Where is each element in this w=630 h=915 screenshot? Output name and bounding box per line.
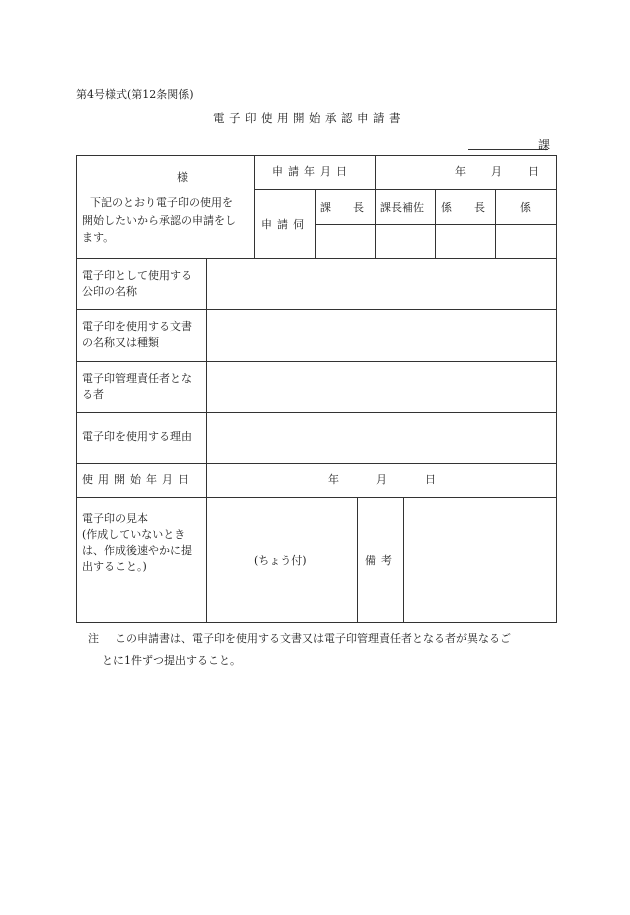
- start-date-label: 使用開始年月日: [82, 473, 194, 486]
- addressee-label: 様: [177, 171, 188, 184]
- start-date-day: 日: [425, 473, 436, 486]
- row-seal-name-label-2: 公印の名称: [82, 285, 137, 298]
- header-vline-1: [315, 189, 316, 259]
- sample-label-3: は、作成後速やかに提: [82, 544, 192, 557]
- row-line-4: [76, 412, 557, 413]
- header-vline-2: [375, 155, 376, 259]
- intro-line-1: 下記のとおり電子印の使用を: [90, 196, 233, 209]
- footnote: [88, 628, 558, 672]
- approver-deputy-chief: 課長補佐: [380, 201, 424, 214]
- form-number: 第4号様式(第12条関係): [76, 88, 194, 101]
- row-line-3: [76, 361, 557, 362]
- row-seal-name-label-1: 電子印として使用する: [82, 269, 192, 282]
- row-document-label-1: 電子印を使用する文書: [82, 320, 192, 333]
- row-reason-label: 電子印を使用する理由: [82, 430, 192, 443]
- row-document-label-2: の名称又は種類: [82, 336, 159, 349]
- sample-label-1: 電子印の見本: [82, 512, 148, 525]
- application-date-month: 月: [491, 165, 502, 178]
- form-title: 電子印使用開始承認申請書: [213, 111, 405, 125]
- application-date-label: 申請年月日: [272, 165, 352, 178]
- footnote-line-1: この申請書は、電子印を使用する文書又は電子印管理責任者となる者が異なるご: [115, 632, 511, 645]
- intro-line-3: ます。: [82, 231, 115, 244]
- header-line-2: [315, 224, 557, 225]
- department-suffix: 課: [538, 138, 551, 152]
- table-left-border: [76, 155, 77, 623]
- remarks-label: 備考: [365, 554, 397, 567]
- intro-line-2: 開始したいから承認の申請をし: [82, 214, 236, 227]
- label-column-divider: [206, 258, 207, 623]
- header-line-1: [254, 189, 557, 190]
- start-date-month: 月: [376, 473, 387, 486]
- approver-section-chief: 課 長: [320, 201, 364, 214]
- sample-label-4: 出すること。): [82, 560, 147, 573]
- row-manager-label-1: 電子印管理責任者とな: [82, 372, 192, 385]
- table-bottom-border: [76, 622, 557, 623]
- remarks-vline-2: [403, 497, 404, 623]
- inquiry-label: 申請伺: [261, 218, 309, 231]
- header-vline-left: [254, 155, 255, 259]
- sample-label-2: (作成していないとき: [82, 528, 186, 541]
- row-manager-label-2: る者: [82, 388, 104, 401]
- header-vline-3: [435, 189, 436, 259]
- approver-staff: 係: [520, 201, 531, 214]
- row-line-1: [76, 258, 557, 259]
- footnote-line-2: とに1件ずつ提出すること。: [102, 654, 241, 667]
- approver-subsection-chief: 係 長: [441, 201, 485, 214]
- row-line-2: [76, 309, 557, 310]
- remarks-vline-1: [357, 497, 358, 623]
- table-right-border: [556, 155, 557, 623]
- footnote-mark: 注: [88, 632, 99, 645]
- row-line-5: [76, 463, 557, 464]
- department-underline: [468, 149, 548, 150]
- table-top-border: [76, 155, 557, 156]
- application-date-day: 日: [528, 165, 539, 178]
- start-date-year: 年: [328, 473, 339, 486]
- header-vline-4: [495, 189, 496, 259]
- sample-attach-note: (ちょう付): [254, 554, 307, 567]
- row-line-6: [76, 497, 557, 498]
- application-date-year: 年: [455, 165, 466, 178]
